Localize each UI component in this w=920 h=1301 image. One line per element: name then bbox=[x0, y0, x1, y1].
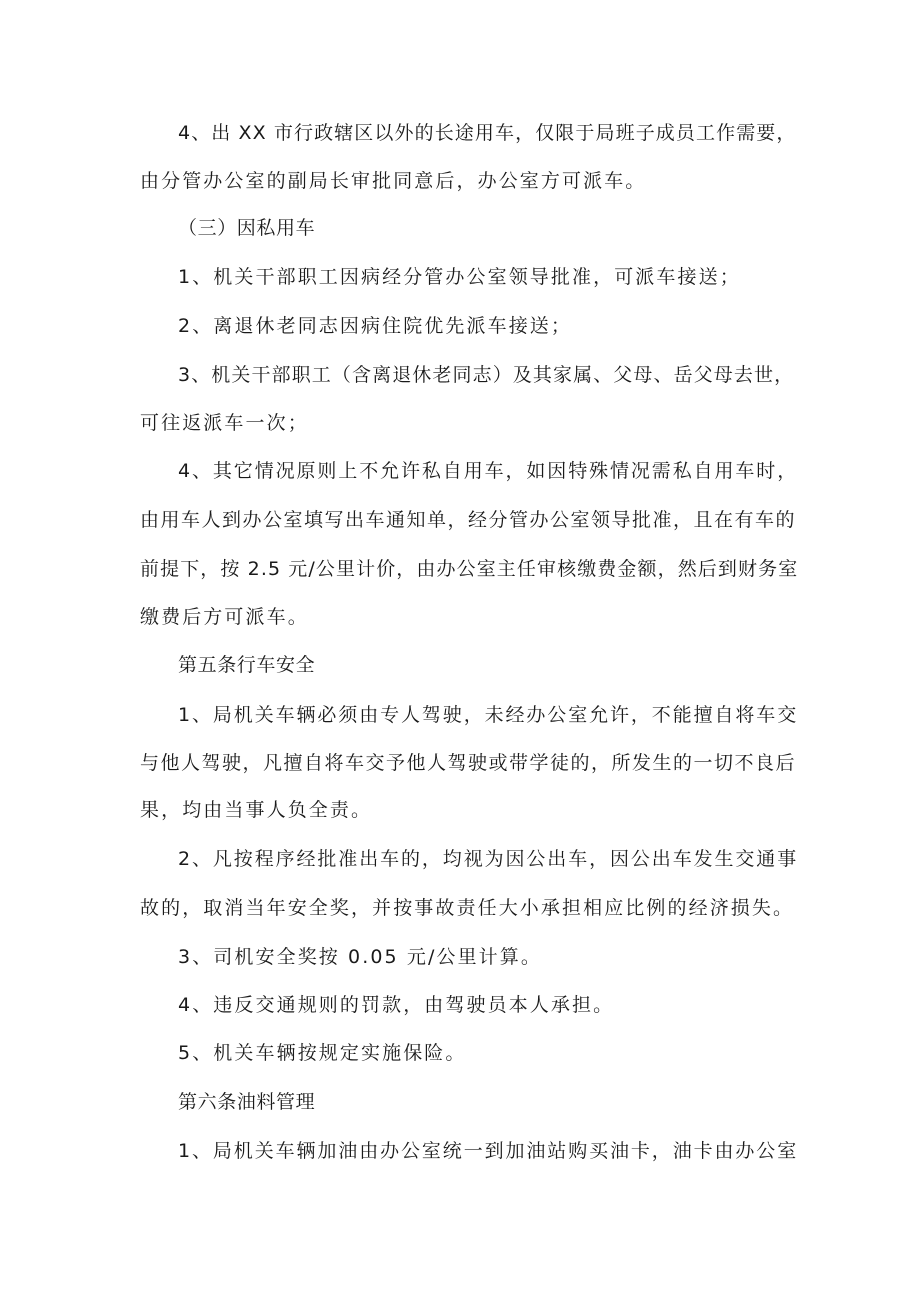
paragraph-line: 缴费后方可派车。 bbox=[140, 606, 309, 628]
paragraph-line: 与他人驾驶，凡擅自将车交予他人驾驶或带学徒的，所发生的一切不良后 bbox=[140, 752, 797, 774]
article-heading: 第五条行车安全 bbox=[178, 654, 316, 676]
paragraph-line: 可往返派车一次； bbox=[140, 412, 309, 434]
paragraph-line: 1、机关干部职工因病经分管办公室领导批准，可派车接送； bbox=[178, 266, 741, 288]
paragraph-line: 故的，取消当年安全奖，并按事故责任大小承担相应比例的经济损失。 bbox=[140, 897, 795, 919]
paragraph-line: 2、凡按程序经批准出车的，均视为因公出车，因公出车发生交通事 bbox=[178, 848, 799, 870]
paragraph-line: 5、机关车辆按规定实施保险。 bbox=[178, 1042, 467, 1064]
section-heading: （三）因私用车 bbox=[178, 217, 316, 239]
paragraph-line: 1、局机关车辆必须由专人驾驶，未经办公室允许，不能擅自将车交 bbox=[178, 704, 799, 726]
paragraph-line: 4、出 XX 市行政辖区以外的长途用车，仅限于局班子成员工作需要， bbox=[178, 122, 797, 144]
paragraph-line: 由用车人到办公室填写出车通知单，经分管办公室领导批准，且在有车的 bbox=[140, 509, 797, 531]
article-heading: 第六条油料管理 bbox=[178, 1091, 316, 1113]
paragraph-line: 3、司机安全奖按 0.05 元/公里计算。 bbox=[178, 946, 542, 968]
paragraph-line: 2、离退休老同志因病住院优先派车接送； bbox=[178, 315, 572, 337]
paragraph-line: 果，均由当事人负全责。 bbox=[140, 799, 373, 821]
paragraph-line: 4、违反交通规则的罚款，由驾驶员本人承担。 bbox=[178, 994, 615, 1016]
paragraph-line: 由分管办公室的副局长审批同意后，办公室方可派车。 bbox=[140, 170, 647, 192]
paragraph-line: 前提下，按 2.5 元/公里计价，由办公室主任审核缴费金额，然后到财务室 bbox=[140, 558, 799, 580]
paragraph-line: 3、机关干部职工（含离退休老同志）及其家属、父母、岳父母去世， bbox=[178, 364, 795, 386]
paragraph-line: 4、其它情况原则上不允许私自用车，如因特殊情况需私自用车时， bbox=[178, 460, 799, 482]
paragraph-line: 1、局机关车辆加油由办公室统一到加油站购买油卡，油卡由办公室 bbox=[178, 1140, 799, 1162]
